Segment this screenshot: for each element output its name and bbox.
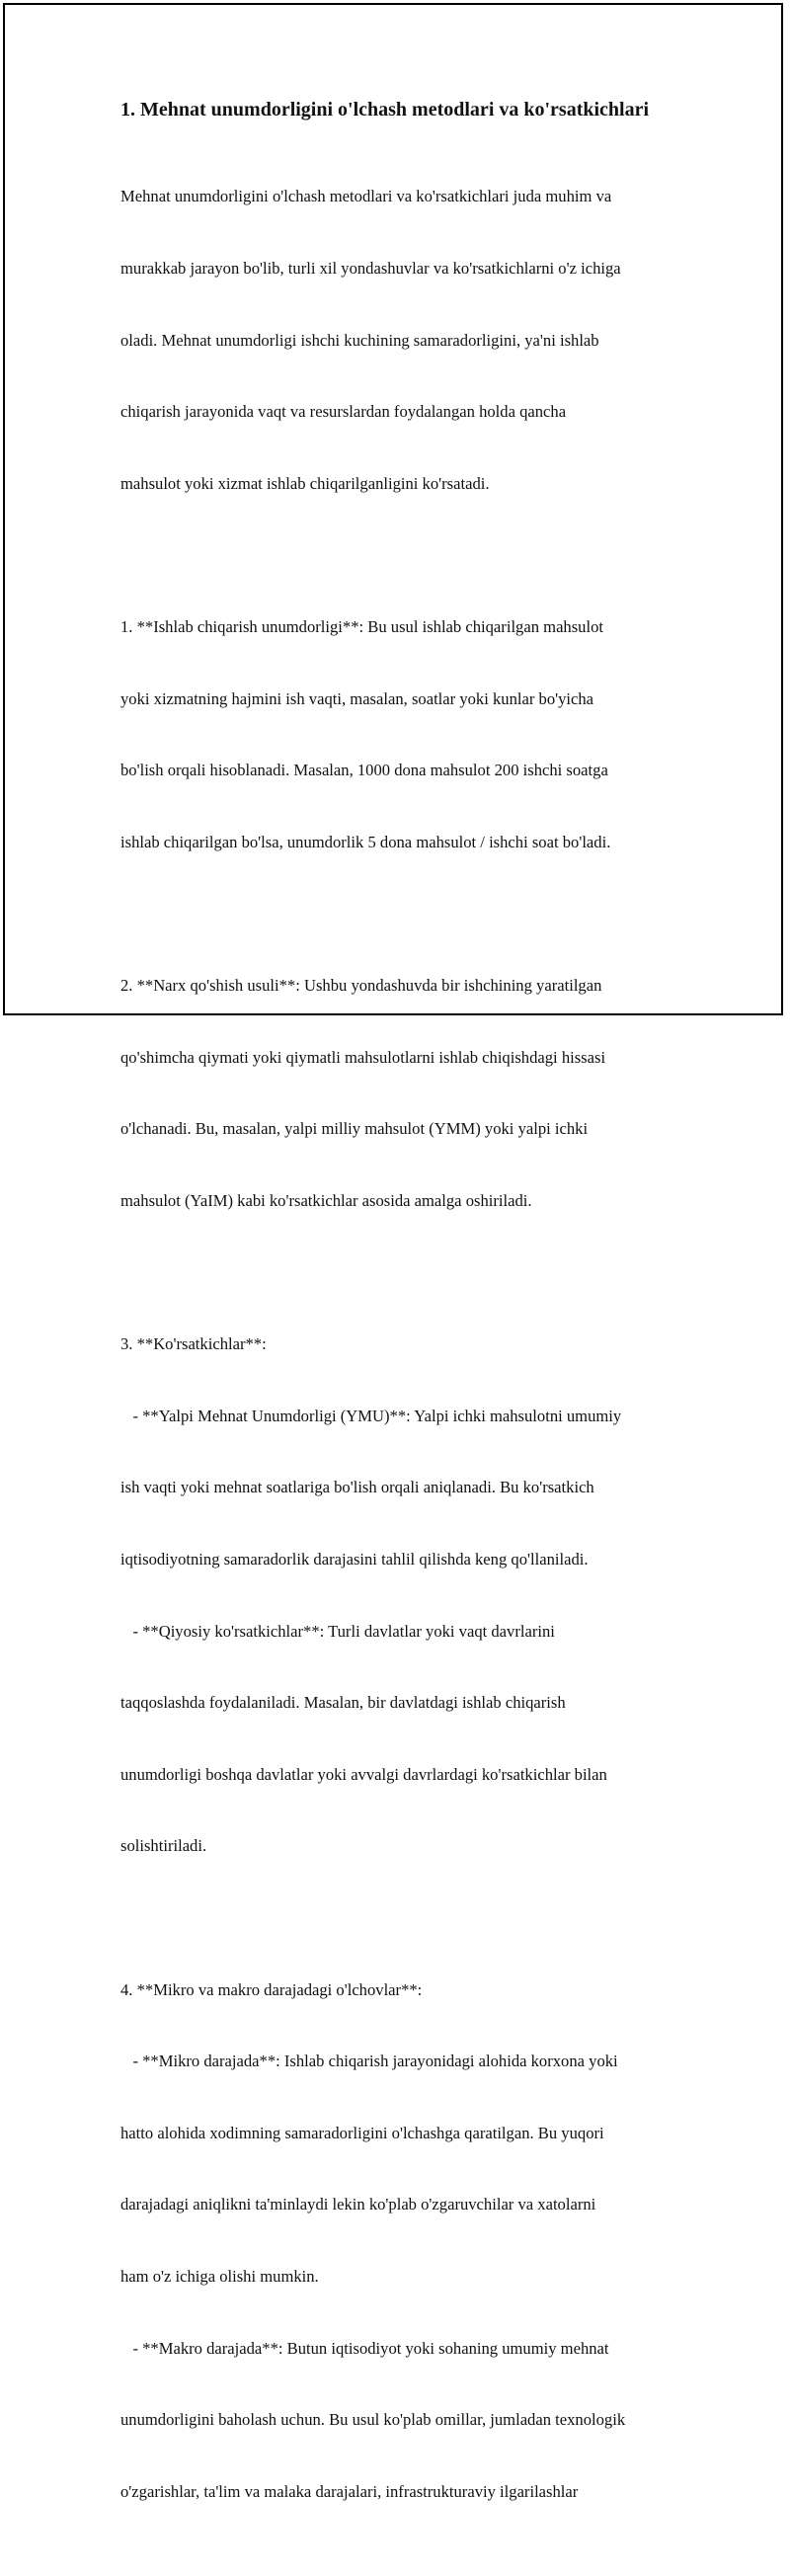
- paragraph-item-1: [120, 568, 698, 903]
- document-body: [120, 96, 698, 2576]
- text-line: taqqoslashda foydalaniladi. Masalan, bir davlatdagi ishlab chiqarish: [120, 1693, 566, 1713]
- page-frame: [3, 3, 783, 2501]
- text-line: 3. **Ko'rsatkichlar**:: [120, 1334, 267, 1354]
- document-title: 1. Mehnat unumdorligini o'lchash metodlari va ko'rsatkichlari: [120, 99, 650, 121]
- paragraph-item-3: [120, 1285, 698, 1906]
- text-line: mahsulot (YaIM) kabi ko'rsatkichlar asosida amalga oshiriladi.: [120, 1190, 532, 1210]
- text-line: o'zgarishlar, ta'lim va malaka darajalari, infrastrukturaviy ilgarilashlar: [120, 2481, 579, 2501]
- paragraph-item-2: [120, 926, 698, 1261]
- text-line: 2. **Narx qo'shish usuli**: Ushbu yondashuvda bir ishchining yaratilgan: [120, 976, 602, 996]
- text-line: ishlab chiqarilgan bo'lsa, unumdorlik 5 dona mahsulot / ishchi soat bo'ladi.: [120, 832, 611, 851]
- text-line: 4. **Mikro va makro darajadagi o'lchovlar**:: [120, 1979, 423, 1999]
- paragraph-item-4: [120, 1930, 698, 2551]
- text-line: oladi. Mehnat unumdorligi ishchi kuchining samaradorligini, ya'ni ishlab: [120, 330, 599, 350]
- text-line: qo'shimcha qiymati yoki qiymatli mahsulotlarni ishlab chiqishdagi hissasi: [120, 1047, 606, 1067]
- text-line: chiqarish jarayonida vaqt va resurslardan foydalangan holda qancha: [120, 402, 567, 422]
- text-line: darajadagi aniqlikni ta'minlaydi lekin ko'plab o'zgaruvchilar va xatolarni: [120, 2195, 596, 2214]
- text-line: - **Qiyosiy ko'rsatkichlar**: Turli davlatlar yoki vaqt davrlarini: [120, 1621, 555, 1641]
- text-line: yoki xizmatning hajmini ish vaqti, masalan, soatlar yoki kunlar bo'yicha: [120, 688, 594, 708]
- text-line: Mehnat unumdorligini o'lchash metodlari va ko'rsatkichlari juda muhim va: [120, 187, 612, 206]
- text-line: ham o'z ichiga olishi mumkin.: [120, 2267, 319, 2287]
- text-line: o'lchanadi. Bu, masalan, yalpi milliy mahsulot (YMM) yoki yalpi ichki: [120, 1119, 589, 1139]
- text-line: ish vaqti yoki mehnat soatlariga bo'lish orqali aniqlanadi. Bu ko'rsatkich: [120, 1478, 594, 1497]
- text-line: hatto alohida xodimning samaradorligini o'lchashga qaratilgan. Bu yuqori: [120, 2123, 604, 2142]
- paragraph-intro: [120, 137, 698, 543]
- text-line: - **Makro darajada**: Butun iqtisodiyot yoki sohaning umumiy mehnat: [120, 2338, 609, 2358]
- text-line: - **Yalpi Mehnat Unumdorligi (YMU)**: Yalpi ichki mahsulotni umumiy: [120, 1406, 622, 1425]
- text-line: solishtiriladi.: [120, 1836, 207, 1856]
- text-line: unumdorligi boshqa davlatlar yoki avvalgi davrlardagi ko'rsatkichlar bilan: [120, 1764, 607, 1784]
- text-line: 1. **Ishlab chiqarish unumdorligi**: Bu usul ishlab chiqarilgan mahsulot: [120, 617, 603, 637]
- text-line: mahsulot yoki xizmat ishlab chiqarilganligini ko'rsatadi.: [120, 473, 490, 493]
- text-line: murakkab jarayon bo'lib, turli xil yondashuvlar va ko'rsatkichlarni o'z ichiga: [120, 259, 621, 279]
- text-line: unumdorligini baholash uchun. Bu usul ko'plab omillar, jumladan texnologik: [120, 2410, 626, 2430]
- text-line: iqtisodiyotning samaradorlik darajasini tahlil qilishda keng qo'llaniladi.: [120, 1549, 589, 1569]
- text-line: - **Mikro darajada**: Ishlab chiqarish jarayonidagi alohida korxona yoki: [120, 2052, 618, 2071]
- text-line: bo'lish orqali hisoblanadi. Masalan, 1000 dona mahsulot 200 ishchi soatga: [120, 761, 608, 780]
